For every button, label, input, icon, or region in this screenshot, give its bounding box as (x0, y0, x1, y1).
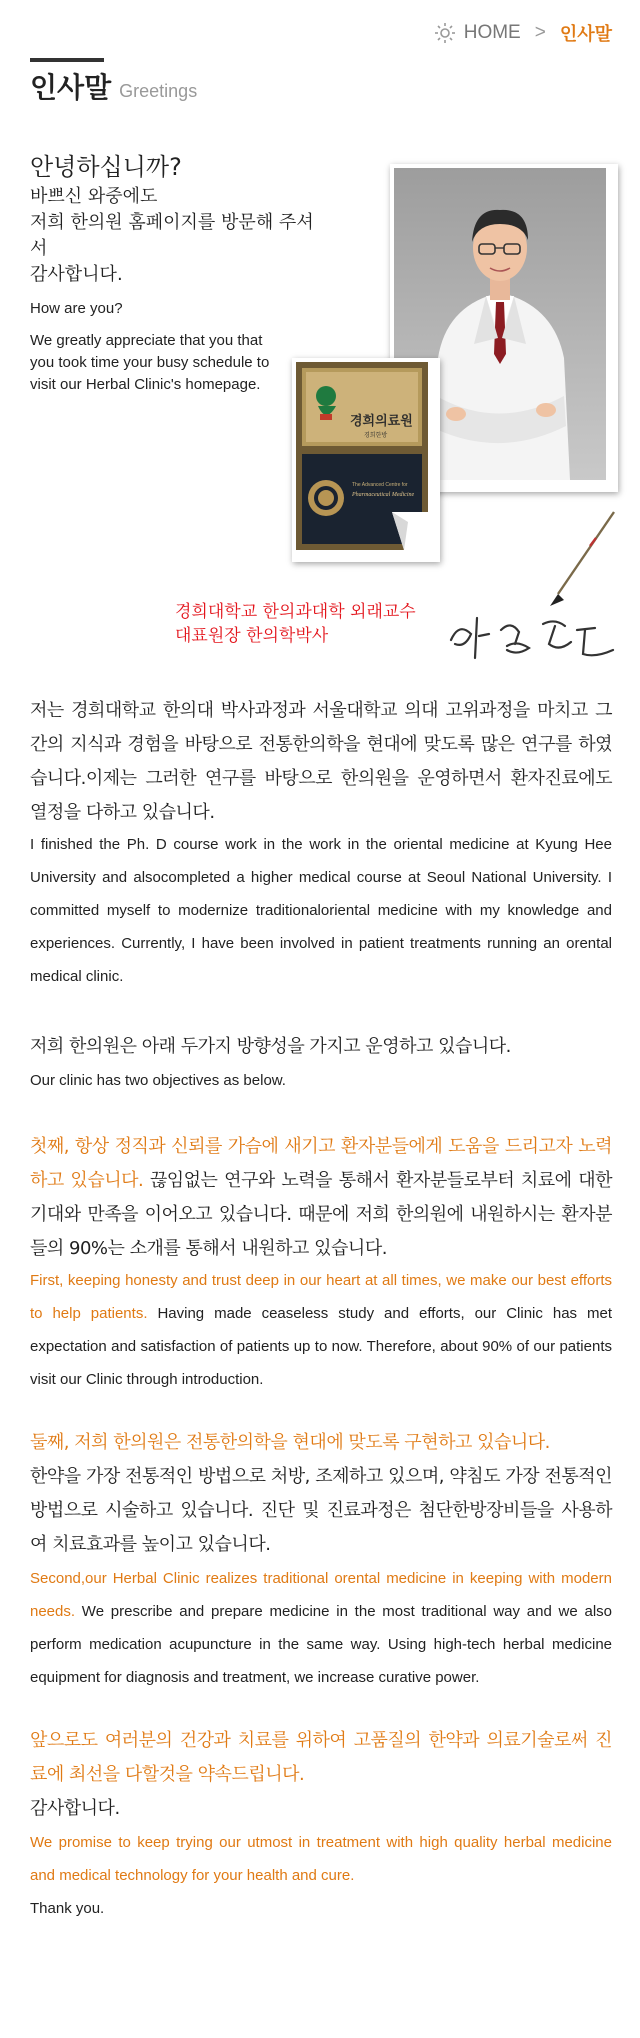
brush-pen-icon (540, 508, 620, 608)
paragraph-5-en-text: Thank you. (30, 1900, 105, 1917)
title-underline (30, 58, 104, 62)
page-title-ko: 인사말 (30, 71, 112, 104)
page-title-en: Greetings (119, 81, 198, 101)
paragraph-4-ko (30, 1426, 612, 1562)
intro-en: We greatly appreciate that you that (30, 332, 263, 349)
paragraph-4-ko-highlight: 둘째, 저희 한의원은 전통한의학을 현대에 맞도록 구현하고 있습니다. (30, 1432, 550, 1453)
doctor-title-line1: 경희대학교 한의과대학 외래교수 (175, 602, 416, 622)
breadcrumb-home-link[interactable]: HOME (463, 22, 521, 43)
breadcrumb-current: 인사말 (559, 24, 612, 45)
paragraph-4-en-text: We prescribe and prepare medicine in the most traditional way and we also perform medication acupuncture in the same way. Using high-tech herbal medicine equipment for diagnosis and treatment, we increase curative power. (30, 1603, 612, 1686)
paragraph-5-ko-highlight: 앞으로도 여러분의 건강과 치료를 위하여 고품질의 한약과 의료기술로써 진료에 최선을 다할것을 약속드립니다. (30, 1730, 612, 1785)
paragraph-2-en: Our clinic has two objectives as below. (30, 1072, 286, 1089)
paragraph-4-en-highlight: Second,our Herbal Clinic realizes traditional orental medicine in keeping with modern needs. (30, 1570, 612, 1620)
clinic-sign-photo (292, 358, 440, 562)
paragraph-5-en-highlight: We promise to keep trying our utmost in treatment with high quality herbal medicine and medical technology for your health and cure. (30, 1834, 612, 1884)
paragraph-3-en-highlight: First, keeping honesty and trust deep in our heart at all times, we make our best efforts to help patients. (30, 1272, 612, 1322)
paragraph-3-ko-text: 끊임없는 연구와 노력을 통해서 환자분들로부터 치료에 대한 기대와 만족을 이어오고 있습니다. 때문에 저희 한의원에 내원하시는 환자분들의 90%는 소개를 통해서 내원하고 있습니다. (30, 1170, 613, 1259)
plaque-small-text: The Advanced Centre for (352, 482, 408, 488)
intro-en: you took time your busy schedule to (30, 354, 270, 371)
page-title (30, 66, 197, 108)
doctor-signature (445, 600, 625, 670)
clinic-sign-image (296, 362, 428, 550)
clinic-sign-name: 경희의료원 (350, 414, 413, 429)
paragraph-3-en (30, 1264, 612, 1396)
breadcrumb-separator: > (534, 22, 546, 43)
intro-line: 감사합니다. (30, 264, 123, 285)
paragraph-5-ko-text: 감사합니다. (30, 1798, 120, 1819)
clinic-sign-sub: 경희한방 (364, 432, 388, 439)
paragraph-5-ko (30, 1724, 612, 1826)
doctor-title-line2: 대표원장 한의학박사 (175, 626, 329, 646)
sun-icon (434, 22, 456, 44)
paragraph-2-ko: 저희 한의원은 아래 두가지 방향성을 가지고 운영하고 있습니다. (30, 1036, 511, 1057)
intro-en: visit our Herbal Clinic's homepage. (30, 376, 261, 393)
intro-greeting: 안녕하십니까? (30, 153, 182, 181)
intro-line: 바쁘신 와중에도 (30, 186, 158, 207)
intro-en: How are you? (30, 300, 123, 317)
paragraph-4-en (30, 1562, 612, 1694)
paragraph-4-ko-text: 한약을 가장 전통적인 방법으로 처방, 조제하고 있으며, 약침도 가장 전통적인 방법으로 시술하고 있습니다. 진단 및 진료과정은 첨단한방장비들을 사용하여 치료효과를 높이고 있습니다. (30, 1466, 612, 1555)
paragraph-5-en (30, 1826, 612, 1925)
paragraph-3-en-text: Having made ceaseless study and efforts, our Clinic has met expectation and satisfaction of patients up to now. Therefore, about 90% of our patients visit our Clinic through introduction. (30, 1305, 612, 1388)
plaque-big-text: Pharmaceutical Medicine (352, 492, 415, 498)
doctor-title (175, 600, 416, 648)
paragraph-1-en: I finished the Ph. D course work in the work in the oriental medicine at Kyung Hee University and alsocompleted a higher medical course at Seoul National University. I committed myself to modernize traditionaloriental medicine with my knowledge and experiences. Currently, I have been involved in patient treatments running an orental medical clinic. (30, 836, 612, 985)
breadcrumb (434, 20, 612, 46)
paragraph-1-ko: 저는 경희대학교 한의대 박사과정과 서울대학교 의대 고위과정을 마치고 그간의 지식과 경험을 바탕으로 전통한의학을 현대에 맞도록 많은 연구를 하였습니다.이제는 그러한 연구를 바탕으로 한의원을 운영하면서 환자진료에도 열정을 다하고 있습니다. (30, 700, 612, 823)
intro-line: 저희 한의원 홈페이지를 방문해 주셔서 (30, 212, 314, 259)
paragraph-3-ko-highlight: 첫째, 항상 정직과 신뢰를 가슴에 새기고 환자분들에게 도움을 드리고자 노력하고 있습니다. (30, 1136, 612, 1191)
paragraph-3-ko (30, 1130, 612, 1266)
intro-block (30, 150, 330, 396)
